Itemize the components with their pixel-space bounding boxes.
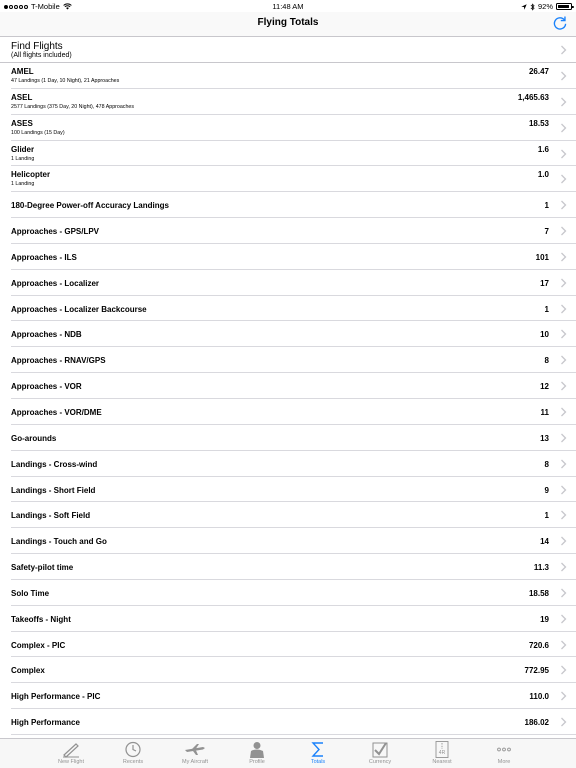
row-value: 1,465.63 [517, 92, 549, 102]
row-title: ASEL [11, 92, 33, 102]
row-title: High Performance [11, 718, 80, 728]
find-flights-title: Find Flights [11, 41, 63, 52]
row-title: High Performance - PIC [11, 692, 101, 702]
row-subtitle: 1 Landing [11, 155, 35, 162]
tab-totals[interactable] [288, 741, 348, 765]
chevron-right-icon [560, 691, 567, 701]
tab-new-flight[interactable] [41, 741, 101, 765]
row-title: Approaches - Localizer [11, 278, 100, 288]
row-value: 19 [540, 614, 549, 624]
tab-profile[interactable] [227, 741, 287, 765]
row-value: 18.58 [528, 588, 549, 598]
totals-row[interactable] [11, 554, 576, 580]
tab-recents[interactable] [103, 741, 163, 765]
totals-rows [0, 63, 576, 735]
row-title: Complex [11, 666, 45, 676]
totals-row[interactable] [11, 321, 576, 347]
status-right [521, 2, 572, 11]
totals-row[interactable] [11, 632, 576, 658]
chevron-right-icon [560, 536, 567, 546]
totals-row[interactable] [11, 373, 576, 399]
chevron-right-icon [560, 200, 567, 210]
row-title: Helicopter [11, 170, 51, 180]
row-value: 101 [535, 252, 549, 262]
tab-bar [0, 738, 576, 768]
row-title: Approaches - GPS/LPV [11, 227, 100, 237]
chevron-right-icon [560, 407, 567, 417]
row-value: 11.3 [533, 563, 549, 573]
row-title: Approaches - ILS [11, 252, 77, 262]
pencil-icon [41, 741, 101, 758]
chevron-right-icon [560, 304, 567, 314]
tab-label: New Flight [58, 759, 84, 765]
tab-currency[interactable] [350, 741, 410, 765]
totals-row[interactable] [11, 683, 576, 709]
chevron-right-icon [560, 510, 567, 520]
chevron-right-icon [560, 329, 567, 339]
status-time: 11:48 AM [272, 2, 304, 11]
chevron-right-icon [560, 614, 567, 624]
totals-row[interactable] [11, 606, 576, 632]
totals-row[interactable] [11, 502, 576, 528]
tab-label: Recents [122, 759, 144, 765]
row-value: 14 [540, 537, 549, 547]
chevron-right-icon [560, 433, 567, 443]
row-title: Landings - Short Field [11, 485, 96, 495]
pilot-icon [227, 741, 287, 758]
battery-percent: 92% [537, 2, 553, 11]
totals-row[interactable] [11, 270, 576, 296]
row-title: AMEL [11, 67, 34, 76]
chevron-right-icon [560, 717, 567, 727]
totals-row[interactable] [11, 709, 576, 735]
totals-row[interactable] [11, 347, 576, 373]
row-title: Solo Time [11, 588, 50, 598]
chevron-right-icon [560, 665, 567, 675]
row-value: 26.47 [528, 67, 549, 76]
carrier-name: T-Mobile [31, 2, 60, 11]
totals-row[interactable] [11, 115, 576, 141]
row-title: Go-arounds [11, 433, 57, 443]
row-value: 1.0 [537, 170, 549, 180]
totals-list[interactable] [0, 37, 576, 738]
chevron-right-icon [560, 97, 567, 107]
row-title: Glider [11, 144, 35, 154]
chevron-right-icon [560, 355, 567, 365]
chevron-right-icon [560, 278, 567, 288]
totals-row[interactable] [11, 477, 576, 503]
status-bar [0, 0, 576, 12]
totals-row[interactable] [11, 141, 576, 167]
row-subtitle: 1 Landing [11, 181, 35, 188]
chevron-right-icon [560, 381, 567, 391]
navigation-bar [0, 12, 576, 37]
totals-row[interactable] [11, 63, 576, 89]
row-title: Landings - Touch and Go [11, 537, 107, 547]
chevron-right-icon [560, 174, 567, 184]
tab-label: Totals [310, 759, 326, 765]
row-title: Approaches - VOR/DME [11, 407, 102, 417]
refresh-icon[interactable] [552, 15, 568, 31]
clock-icon [103, 741, 163, 758]
find-flights-row[interactable] [0, 37, 576, 63]
runway-number: 4R [438, 750, 446, 756]
row-value: 772.95 [524, 666, 549, 676]
chevron-right-icon [560, 588, 567, 598]
chevron-right-icon [560, 71, 567, 81]
row-title: 180-Degree Power-off Accuracy Landings [11, 201, 169, 211]
tab-label: Currency [368, 759, 392, 765]
totals-row[interactable] [11, 89, 576, 115]
row-value: 186.02 [524, 718, 549, 728]
totals-row[interactable] [11, 528, 576, 554]
row-title: Approaches - RNAV/GPS [11, 356, 106, 366]
row-value: 11 [540, 407, 549, 417]
chevron-right-icon [560, 45, 567, 55]
totals-row[interactable] [11, 580, 576, 606]
checkmark-icon [350, 741, 410, 758]
row-title: Approaches - NDB [11, 330, 82, 340]
totals-row[interactable] [11, 425, 576, 451]
row-value: 1 [544, 304, 549, 314]
row-value: 13 [540, 433, 549, 443]
row-value: 1.6 [537, 144, 549, 154]
row-subtitle: 100 Landings (15 Day) [11, 129, 65, 136]
runway-icon [412, 741, 472, 758]
row-title: Approaches - Localizer Backcourse [11, 304, 147, 314]
tab-label: More [497, 759, 511, 765]
row-value: 10 [540, 330, 549, 340]
row-value: 8 [544, 356, 549, 366]
totals-row[interactable] [11, 451, 576, 477]
airplane-icon [165, 741, 225, 758]
chevron-right-icon [560, 485, 567, 495]
row-value: 1 [544, 511, 549, 521]
row-value: 720.6 [528, 640, 549, 650]
chevron-right-icon [560, 252, 567, 262]
bluetooth-icon [530, 3, 535, 11]
chevron-right-icon [560, 123, 567, 133]
totals-row[interactable] [11, 244, 576, 270]
row-title: Landings - Soft Field [11, 511, 91, 521]
chevron-right-icon [560, 226, 567, 236]
row-value: 1 [544, 201, 549, 211]
row-value: 17 [540, 278, 549, 288]
tab-label: My Aircraft [182, 759, 208, 765]
totals-row[interactable] [11, 399, 576, 425]
row-subtitle: 47 Landings (1 Day, 10 Night), 21 Approaches [11, 78, 120, 84]
totals-row[interactable] [11, 296, 576, 322]
row-title: Safety-pilot time [11, 563, 74, 573]
row-value: 9 [544, 485, 549, 495]
row-value: 110.0 [529, 692, 549, 702]
find-flights-subtitle: (All flights included) [11, 52, 72, 59]
row-subtitle: 2577 Landings (375 Day, 20 Night), 478 Approaches [11, 103, 134, 110]
row-title: Landings - Cross-wind [11, 459, 98, 469]
row-value: 18.53 [528, 118, 549, 128]
row-title: Takeoffs - Night [11, 614, 71, 624]
sigma-icon [288, 741, 348, 758]
totals-row[interactable] [11, 192, 576, 218]
tab-label: Nearest [432, 759, 452, 765]
chevron-right-icon [560, 149, 567, 159]
tab-label: Profile [249, 759, 265, 765]
tab-my-aircraft[interactable] [165, 741, 225, 765]
tab-more[interactable] [474, 741, 534, 765]
battery-icon [556, 3, 572, 10]
row-title: Complex - PIC [11, 640, 66, 650]
location-arrow-icon [521, 4, 527, 10]
row-title: ASES [11, 118, 33, 128]
more-icon [474, 741, 534, 758]
totals-row[interactable] [11, 218, 576, 244]
row-title: Approaches - VOR [11, 382, 82, 392]
row-value: 12 [540, 382, 549, 392]
tab-nearest[interactable] [412, 741, 472, 765]
row-value: 7 [544, 227, 549, 237]
totals-row[interactable] [11, 166, 576, 192]
chevron-right-icon [560, 640, 567, 650]
chevron-right-icon [560, 562, 567, 572]
totals-row[interactable] [11, 657, 576, 683]
row-value: 8 [544, 459, 549, 469]
chevron-right-icon [560, 459, 567, 469]
page-title: Flying Totals [257, 17, 319, 28]
